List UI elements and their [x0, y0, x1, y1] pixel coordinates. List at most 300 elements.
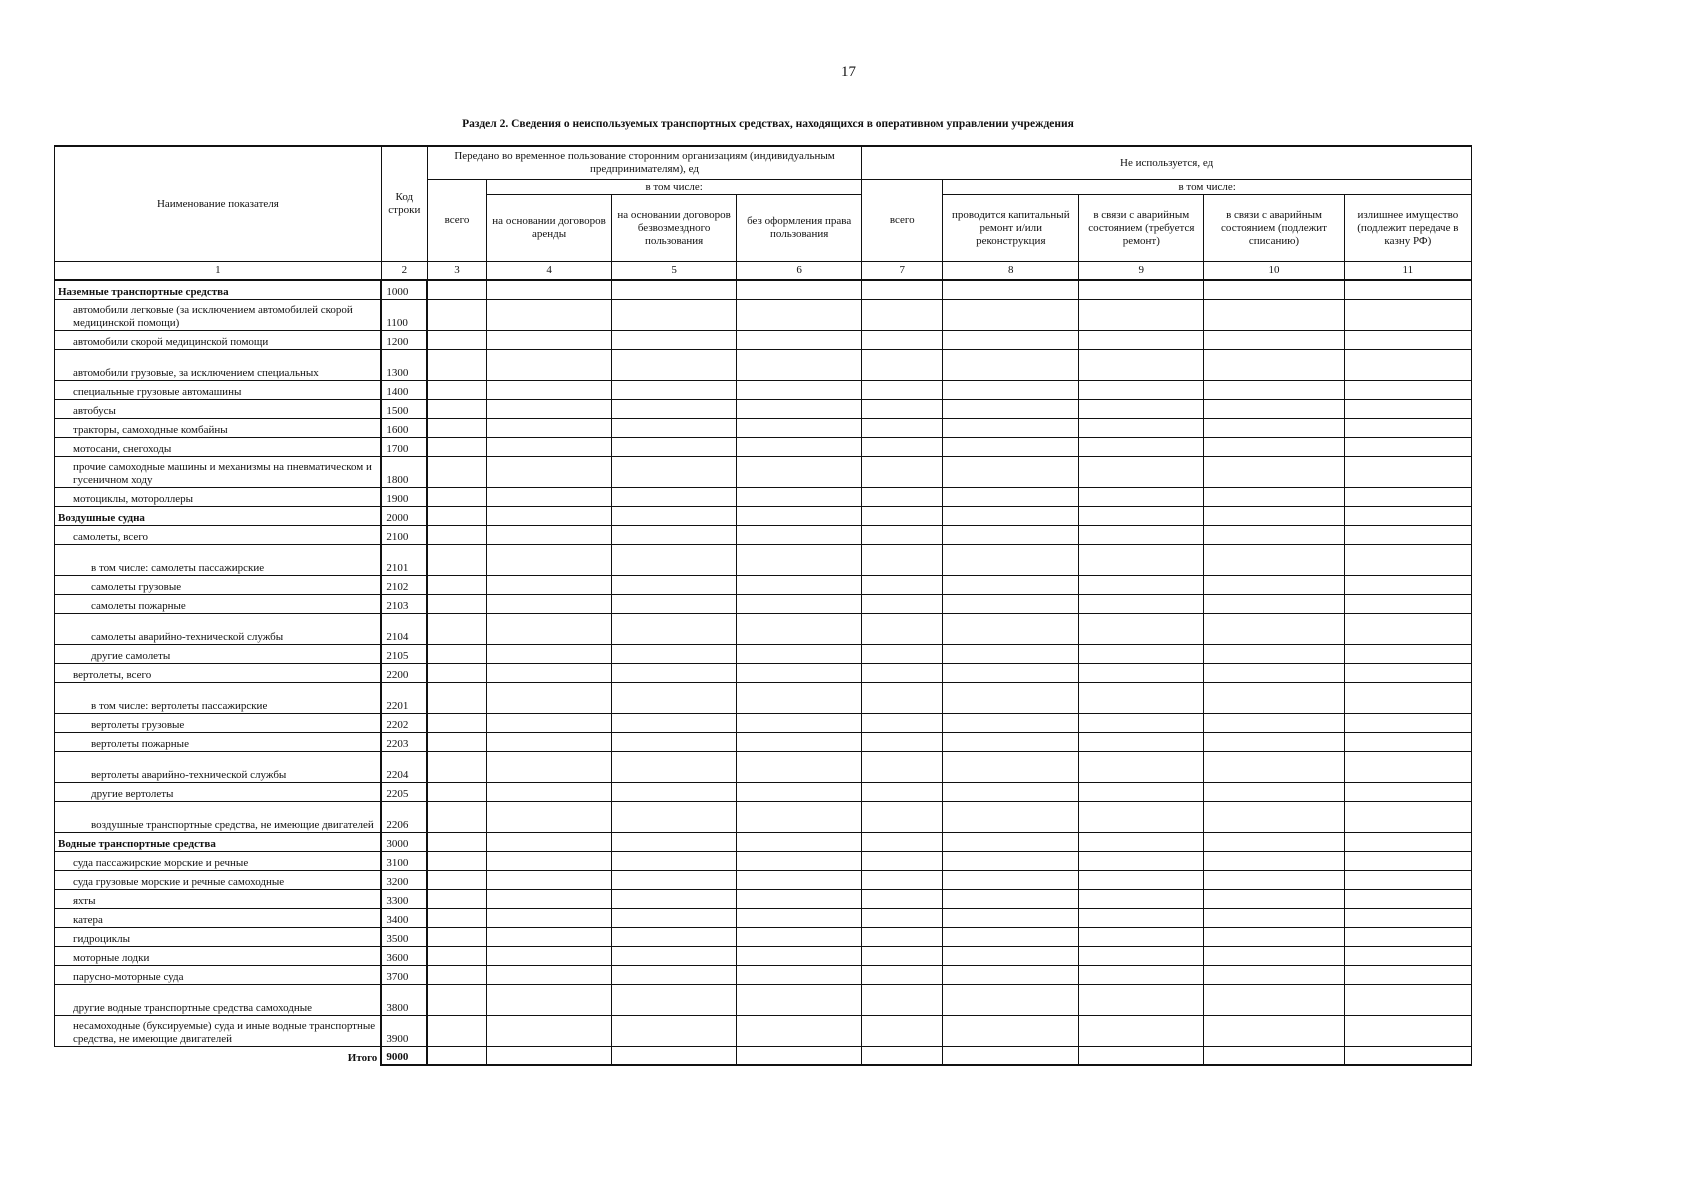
- value-cell[interactable]: [1204, 890, 1344, 909]
- value-cell[interactable]: [1344, 595, 1471, 614]
- value-cell[interactable]: [943, 909, 1079, 928]
- value-cell[interactable]: [612, 852, 737, 871]
- value-cell[interactable]: [1204, 928, 1344, 947]
- value-cell[interactable]: [612, 966, 737, 985]
- value-cell[interactable]: [1344, 1016, 1471, 1047]
- value-cell[interactable]: [427, 1016, 486, 1047]
- value-cell[interactable]: [1344, 664, 1471, 683]
- value-cell[interactable]: [737, 280, 862, 300]
- value-cell[interactable]: [1079, 985, 1204, 1016]
- value-cell[interactable]: [1344, 852, 1471, 871]
- value-cell[interactable]: [612, 438, 737, 457]
- value-cell[interactable]: [427, 419, 486, 438]
- value-cell[interactable]: [427, 350, 486, 381]
- value-cell[interactable]: [862, 419, 943, 438]
- value-cell[interactable]: [487, 733, 612, 752]
- value-cell[interactable]: [1344, 507, 1471, 526]
- value-cell[interactable]: [1079, 1016, 1204, 1047]
- value-cell[interactable]: [1344, 488, 1471, 507]
- value-cell[interactable]: [943, 526, 1079, 545]
- value-cell[interactable]: [1204, 966, 1344, 985]
- value-cell[interactable]: [1344, 438, 1471, 457]
- value-cell[interactable]: [1204, 457, 1344, 488]
- value-cell[interactable]: [737, 419, 862, 438]
- value-cell[interactable]: [612, 645, 737, 664]
- value-cell[interactable]: [943, 985, 1079, 1016]
- value-cell[interactable]: [943, 488, 1079, 507]
- value-cell[interactable]: [1079, 852, 1204, 871]
- value-cell[interactable]: [943, 419, 1079, 438]
- value-cell[interactable]: [737, 752, 862, 783]
- value-cell[interactable]: [943, 350, 1079, 381]
- value-cell[interactable]: [1204, 783, 1344, 802]
- value-cell[interactable]: [612, 783, 737, 802]
- value-cell[interactable]: [427, 645, 486, 664]
- value-cell[interactable]: [487, 783, 612, 802]
- value-cell[interactable]: [1344, 890, 1471, 909]
- value-cell[interactable]: [487, 614, 612, 645]
- value-cell[interactable]: [427, 438, 486, 457]
- value-cell[interactable]: [427, 400, 486, 419]
- value-cell[interactable]: [943, 614, 1079, 645]
- value-cell[interactable]: [943, 928, 1079, 947]
- value-cell[interactable]: [1344, 966, 1471, 985]
- value-cell[interactable]: [612, 300, 737, 331]
- value-cell[interactable]: [737, 909, 862, 928]
- value-cell[interactable]: [612, 526, 737, 545]
- value-cell[interactable]: [862, 576, 943, 595]
- value-cell[interactable]: [612, 871, 737, 890]
- value-cell[interactable]: [427, 966, 486, 985]
- value-cell[interactable]: [862, 733, 943, 752]
- value-cell[interactable]: [1079, 400, 1204, 419]
- value-cell[interactable]: [737, 507, 862, 526]
- value-cell[interactable]: [1204, 733, 1344, 752]
- value-cell[interactable]: [1204, 331, 1344, 350]
- value-cell[interactable]: [487, 985, 612, 1016]
- value-cell[interactable]: [487, 714, 612, 733]
- value-cell[interactable]: [612, 280, 737, 300]
- value-cell[interactable]: [862, 595, 943, 614]
- value-cell[interactable]: [1204, 595, 1344, 614]
- value-cell[interactable]: [427, 331, 486, 350]
- value-cell[interactable]: [1204, 909, 1344, 928]
- value-cell[interactable]: [612, 909, 737, 928]
- value-cell[interactable]: [737, 400, 862, 419]
- value-cell[interactable]: [943, 1047, 1079, 1066]
- value-cell[interactable]: [1204, 985, 1344, 1016]
- value-cell[interactable]: [737, 614, 862, 645]
- value-cell[interactable]: [862, 833, 943, 852]
- value-cell[interactable]: [862, 280, 943, 300]
- value-cell[interactable]: [943, 595, 1079, 614]
- value-cell[interactable]: [943, 947, 1079, 966]
- value-cell[interactable]: [427, 714, 486, 733]
- value-cell[interactable]: [1204, 280, 1344, 300]
- value-cell[interactable]: [862, 664, 943, 683]
- value-cell[interactable]: [737, 438, 862, 457]
- value-cell[interactable]: [862, 488, 943, 507]
- value-cell[interactable]: [487, 1047, 612, 1066]
- value-cell[interactable]: [612, 664, 737, 683]
- value-cell[interactable]: [1079, 833, 1204, 852]
- value-cell[interactable]: [1344, 457, 1471, 488]
- value-cell[interactable]: [612, 595, 737, 614]
- value-cell[interactable]: [1344, 714, 1471, 733]
- value-cell[interactable]: [487, 909, 612, 928]
- value-cell[interactable]: [427, 614, 486, 645]
- value-cell[interactable]: [1344, 300, 1471, 331]
- value-cell[interactable]: [862, 300, 943, 331]
- value-cell[interactable]: [487, 683, 612, 714]
- value-cell[interactable]: [737, 576, 862, 595]
- value-cell[interactable]: [1204, 400, 1344, 419]
- value-cell[interactable]: [737, 526, 862, 545]
- value-cell[interactable]: [612, 488, 737, 507]
- value-cell[interactable]: [427, 381, 486, 400]
- value-cell[interactable]: [737, 683, 862, 714]
- value-cell[interactable]: [737, 928, 862, 947]
- value-cell[interactable]: [1344, 752, 1471, 783]
- value-cell[interactable]: [612, 1047, 737, 1066]
- value-cell[interactable]: [1344, 280, 1471, 300]
- value-cell[interactable]: [1344, 909, 1471, 928]
- value-cell[interactable]: [943, 400, 1079, 419]
- value-cell[interactable]: [1204, 852, 1344, 871]
- value-cell[interactable]: [1079, 947, 1204, 966]
- value-cell[interactable]: [862, 890, 943, 909]
- value-cell[interactable]: [1204, 1016, 1344, 1047]
- value-cell[interactable]: [612, 331, 737, 350]
- value-cell[interactable]: [1204, 488, 1344, 507]
- value-cell[interactable]: [427, 457, 486, 488]
- value-cell[interactable]: [943, 890, 1079, 909]
- value-cell[interactable]: [1344, 985, 1471, 1016]
- value-cell[interactable]: [1204, 545, 1344, 576]
- value-cell[interactable]: [1079, 928, 1204, 947]
- value-cell[interactable]: [427, 947, 486, 966]
- value-cell[interactable]: [1079, 595, 1204, 614]
- value-cell[interactable]: [943, 683, 1079, 714]
- value-cell[interactable]: [862, 802, 943, 833]
- value-cell[interactable]: [1344, 733, 1471, 752]
- value-cell[interactable]: [487, 871, 612, 890]
- value-cell[interactable]: [943, 280, 1079, 300]
- value-cell[interactable]: [487, 526, 612, 545]
- value-cell[interactable]: [487, 280, 612, 300]
- value-cell[interactable]: [487, 350, 612, 381]
- value-cell[interactable]: [737, 966, 862, 985]
- value-cell[interactable]: [1204, 664, 1344, 683]
- value-cell[interactable]: [1079, 683, 1204, 714]
- value-cell[interactable]: [1344, 645, 1471, 664]
- value-cell[interactable]: [737, 488, 862, 507]
- value-cell[interactable]: [1079, 545, 1204, 576]
- value-cell[interactable]: [1204, 300, 1344, 331]
- value-cell[interactable]: [487, 833, 612, 852]
- value-cell[interactable]: [487, 595, 612, 614]
- value-cell[interactable]: [612, 752, 737, 783]
- value-cell[interactable]: [862, 438, 943, 457]
- value-cell[interactable]: [427, 595, 486, 614]
- value-cell[interactable]: [943, 802, 1079, 833]
- value-cell[interactable]: [1079, 350, 1204, 381]
- value-cell[interactable]: [1204, 1047, 1344, 1066]
- value-cell[interactable]: [737, 733, 862, 752]
- value-cell[interactable]: [1204, 381, 1344, 400]
- value-cell[interactable]: [427, 833, 486, 852]
- value-cell[interactable]: [427, 752, 486, 783]
- value-cell[interactable]: [1079, 645, 1204, 664]
- value-cell[interactable]: [427, 985, 486, 1016]
- value-cell[interactable]: [612, 890, 737, 909]
- value-cell[interactable]: [737, 1016, 862, 1047]
- value-cell[interactable]: [487, 507, 612, 526]
- value-cell[interactable]: [943, 714, 1079, 733]
- value-cell[interactable]: [427, 488, 486, 507]
- value-cell[interactable]: [1344, 1047, 1471, 1066]
- value-cell[interactable]: [1079, 488, 1204, 507]
- value-cell[interactable]: [862, 752, 943, 783]
- value-cell[interactable]: [612, 714, 737, 733]
- value-cell[interactable]: [737, 783, 862, 802]
- value-cell[interactable]: [1079, 576, 1204, 595]
- value-cell[interactable]: [862, 966, 943, 985]
- value-cell[interactable]: [1079, 802, 1204, 833]
- value-cell[interactable]: [943, 664, 1079, 683]
- value-cell[interactable]: [1204, 350, 1344, 381]
- value-cell[interactable]: [1344, 683, 1471, 714]
- value-cell[interactable]: [1344, 928, 1471, 947]
- value-cell[interactable]: [612, 381, 737, 400]
- value-cell[interactable]: [862, 457, 943, 488]
- value-cell[interactable]: [1204, 438, 1344, 457]
- value-cell[interactable]: [862, 928, 943, 947]
- value-cell[interactable]: [487, 852, 612, 871]
- value-cell[interactable]: [487, 488, 612, 507]
- value-cell[interactable]: [862, 400, 943, 419]
- value-cell[interactable]: [943, 438, 1079, 457]
- value-cell[interactable]: [943, 300, 1079, 331]
- value-cell[interactable]: [1079, 752, 1204, 783]
- value-cell[interactable]: [487, 419, 612, 438]
- value-cell[interactable]: [1204, 871, 1344, 890]
- value-cell[interactable]: [1079, 890, 1204, 909]
- value-cell[interactable]: [1079, 526, 1204, 545]
- value-cell[interactable]: [487, 400, 612, 419]
- value-cell[interactable]: [943, 1016, 1079, 1047]
- value-cell[interactable]: [612, 457, 737, 488]
- value-cell[interactable]: [737, 1047, 862, 1066]
- value-cell[interactable]: [1079, 507, 1204, 526]
- value-cell[interactable]: [487, 381, 612, 400]
- value-cell[interactable]: [1204, 526, 1344, 545]
- value-cell[interactable]: [943, 852, 1079, 871]
- value-cell[interactable]: [612, 928, 737, 947]
- value-cell[interactable]: [487, 300, 612, 331]
- value-cell[interactable]: [427, 1047, 486, 1066]
- value-cell[interactable]: [1204, 419, 1344, 438]
- value-cell[interactable]: [427, 802, 486, 833]
- value-cell[interactable]: [1079, 331, 1204, 350]
- value-cell[interactable]: [862, 871, 943, 890]
- value-cell[interactable]: [943, 966, 1079, 985]
- value-cell[interactable]: [1204, 802, 1344, 833]
- value-cell[interactable]: [427, 545, 486, 576]
- value-cell[interactable]: [1079, 438, 1204, 457]
- value-cell[interactable]: [487, 1016, 612, 1047]
- value-cell[interactable]: [487, 664, 612, 683]
- value-cell[interactable]: [487, 545, 612, 576]
- value-cell[interactable]: [1079, 300, 1204, 331]
- value-cell[interactable]: [1079, 457, 1204, 488]
- value-cell[interactable]: [862, 331, 943, 350]
- value-cell[interactable]: [862, 545, 943, 576]
- value-cell[interactable]: [612, 614, 737, 645]
- value-cell[interactable]: [427, 852, 486, 871]
- value-cell[interactable]: [862, 614, 943, 645]
- value-cell[interactable]: [943, 733, 1079, 752]
- value-cell[interactable]: [612, 833, 737, 852]
- value-cell[interactable]: [737, 985, 862, 1016]
- value-cell[interactable]: [427, 890, 486, 909]
- value-cell[interactable]: [612, 683, 737, 714]
- value-cell[interactable]: [427, 909, 486, 928]
- value-cell[interactable]: [862, 1016, 943, 1047]
- value-cell[interactable]: [943, 576, 1079, 595]
- value-cell[interactable]: [612, 400, 737, 419]
- value-cell[interactable]: [612, 545, 737, 576]
- value-cell[interactable]: [612, 507, 737, 526]
- value-cell[interactable]: [1204, 576, 1344, 595]
- value-cell[interactable]: [1079, 1047, 1204, 1066]
- value-cell[interactable]: [612, 985, 737, 1016]
- value-cell[interactable]: [427, 526, 486, 545]
- value-cell[interactable]: [1079, 733, 1204, 752]
- value-cell[interactable]: [427, 683, 486, 714]
- value-cell[interactable]: [612, 350, 737, 381]
- value-cell[interactable]: [427, 871, 486, 890]
- value-cell[interactable]: [1204, 614, 1344, 645]
- value-cell[interactable]: [1344, 783, 1471, 802]
- value-cell[interactable]: [612, 419, 737, 438]
- value-cell[interactable]: [487, 576, 612, 595]
- value-cell[interactable]: [943, 833, 1079, 852]
- value-cell[interactable]: [737, 852, 862, 871]
- value-cell[interactable]: [737, 645, 862, 664]
- value-cell[interactable]: [1344, 576, 1471, 595]
- value-cell[interactable]: [943, 645, 1079, 664]
- value-cell[interactable]: [1079, 966, 1204, 985]
- value-cell[interactable]: [862, 852, 943, 871]
- value-cell[interactable]: [487, 645, 612, 664]
- value-cell[interactable]: [427, 783, 486, 802]
- value-cell[interactable]: [1204, 645, 1344, 664]
- value-cell[interactable]: [1079, 909, 1204, 928]
- value-cell[interactable]: [487, 752, 612, 783]
- value-cell[interactable]: [862, 381, 943, 400]
- value-cell[interactable]: [737, 457, 862, 488]
- value-cell[interactable]: [943, 545, 1079, 576]
- value-cell[interactable]: [862, 947, 943, 966]
- value-cell[interactable]: [1204, 714, 1344, 733]
- value-cell[interactable]: [1204, 507, 1344, 526]
- value-cell[interactable]: [943, 457, 1079, 488]
- value-cell[interactable]: [943, 783, 1079, 802]
- value-cell[interactable]: [1344, 833, 1471, 852]
- value-cell[interactable]: [943, 871, 1079, 890]
- value-cell[interactable]: [1079, 614, 1204, 645]
- value-cell[interactable]: [1079, 419, 1204, 438]
- value-cell[interactable]: [427, 300, 486, 331]
- value-cell[interactable]: [612, 733, 737, 752]
- value-cell[interactable]: [487, 928, 612, 947]
- value-cell[interactable]: [862, 507, 943, 526]
- value-cell[interactable]: [737, 890, 862, 909]
- value-cell[interactable]: [427, 576, 486, 595]
- value-cell[interactable]: [612, 947, 737, 966]
- value-cell[interactable]: [612, 1016, 737, 1047]
- value-cell[interactable]: [862, 350, 943, 381]
- value-cell[interactable]: [487, 966, 612, 985]
- value-cell[interactable]: [1079, 871, 1204, 890]
- value-cell[interactable]: [1079, 280, 1204, 300]
- value-cell[interactable]: [943, 381, 1079, 400]
- value-cell[interactable]: [487, 457, 612, 488]
- value-cell[interactable]: [862, 1047, 943, 1066]
- value-cell[interactable]: [737, 871, 862, 890]
- value-cell[interactable]: [943, 331, 1079, 350]
- value-cell[interactable]: [737, 664, 862, 683]
- value-cell[interactable]: [487, 890, 612, 909]
- value-cell[interactable]: [862, 714, 943, 733]
- value-cell[interactable]: [427, 664, 486, 683]
- value-cell[interactable]: [862, 909, 943, 928]
- value-cell[interactable]: [427, 507, 486, 526]
- value-cell[interactable]: [1344, 381, 1471, 400]
- value-cell[interactable]: [737, 350, 862, 381]
- value-cell[interactable]: [1344, 350, 1471, 381]
- value-cell[interactable]: [1204, 683, 1344, 714]
- value-cell[interactable]: [862, 526, 943, 545]
- value-cell[interactable]: [862, 985, 943, 1016]
- value-cell[interactable]: [487, 331, 612, 350]
- value-cell[interactable]: [737, 331, 862, 350]
- value-cell[interactable]: [1344, 331, 1471, 350]
- value-cell[interactable]: [1079, 664, 1204, 683]
- value-cell[interactable]: [862, 645, 943, 664]
- value-cell[interactable]: [1344, 419, 1471, 438]
- value-cell[interactable]: [737, 947, 862, 966]
- value-cell[interactable]: [1344, 947, 1471, 966]
- value-cell[interactable]: [612, 576, 737, 595]
- value-cell[interactable]: [737, 714, 862, 733]
- value-cell[interactable]: [1079, 714, 1204, 733]
- value-cell[interactable]: [1204, 947, 1344, 966]
- value-cell[interactable]: [1344, 545, 1471, 576]
- value-cell[interactable]: [737, 802, 862, 833]
- value-cell[interactable]: [1204, 833, 1344, 852]
- value-cell[interactable]: [737, 300, 862, 331]
- value-cell[interactable]: [737, 833, 862, 852]
- value-cell[interactable]: [427, 928, 486, 947]
- value-cell[interactable]: [487, 438, 612, 457]
- value-cell[interactable]: [1204, 752, 1344, 783]
- value-cell[interactable]: [737, 595, 862, 614]
- value-cell[interactable]: [737, 545, 862, 576]
- value-cell[interactable]: [487, 802, 612, 833]
- value-cell[interactable]: [487, 947, 612, 966]
